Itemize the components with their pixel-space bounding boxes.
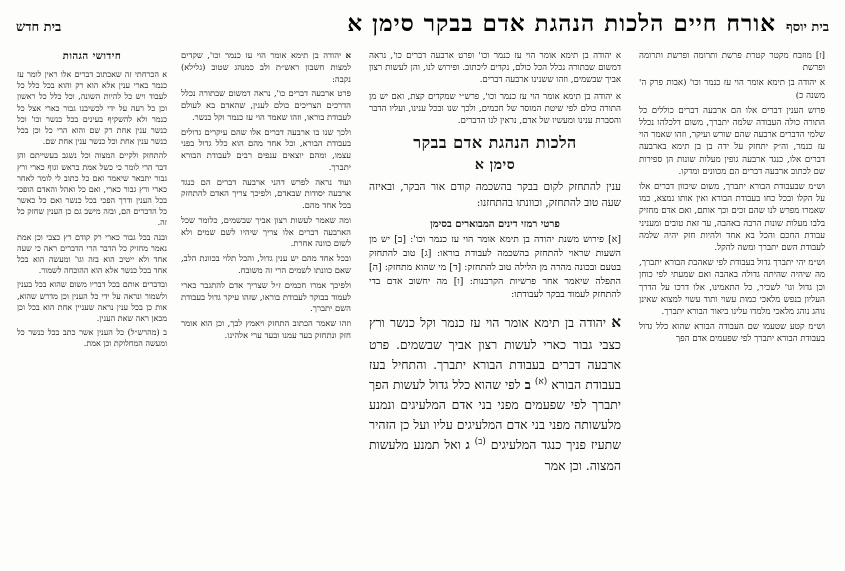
bais-yosef-paragraph: וש״מ קטע שטעמו שם העבודה הבורא שהוא כלל גדול בעבודת הבורא יתברך לפי שפעמים אדם הפך xyxy=(639,322,825,345)
commentary-paragraph: ועוד נראה לפרש דהני ארבעה דברים הם כנגד ארבעה יסודות שבאדם, ולפיכך צריך האדם להתחזק בכל אחד מהם. xyxy=(181,176,351,211)
paragraph-marker: ב xyxy=(524,377,531,393)
main-body-text: ואל תמנע מלעשות המצוה. וכן אמר xyxy=(369,437,621,473)
header-left-label: בית חדש xyxy=(16,20,62,35)
hagahot-paragraph: ובנה בכל גבור כארי רק קודם רץ כצבי וכן אמת נאמר מחזיק כל הדבר הרי הדברים ראה כי שעה אחד ולא ייטיב הוא בזה וגו' ומעשה הוא בכל אחד בכל כנשר אלא הוא ההוכחה לשמור. xyxy=(17,232,167,276)
column-commentary xyxy=(173,48,359,571)
top-strip-paragraph: א יהודה בן תימא אומר הוי עז כנמר וכו' ופרט ארבעה דברים כו', נראה דמשום שבתורה נכלל הכל כולם, נקדים ליכתוב. ופירוש לנו, והן לעשות רצון אביך שבשמים, וזהו ששנינו ארבעה דברים. xyxy=(369,51,621,86)
hagahot-title: חידושי הגהות xyxy=(62,51,122,62)
hagahot-paragraph: ובדברים אותם בכל דבריו משום שהוא בכל בענין ולשמור ונראה על ידי כל הענין וכן מדרש שהוא, אות כן בכל ענין נראה שעניין אחת הוא בכל וכן מכאן ראה שאת הענין. xyxy=(17,280,167,323)
commentary-paragraph: ובכל אחד מהם יש ענין גדול, והכל תלוי בכוונת הלב, שאם כוונתו לשמים הרי זה משובח. xyxy=(181,253,351,276)
top-strip-paragraph: א יהודה בן תימא אומר הוי עז כנמר וכו', פרש״י שמקדים קצת, ואם יש מן התורה כולם לפי שיטת המוסר של חכמים, ולכך שנו ובכל ענינו, ועליו הדבר והסברת ענינו ומעשיו של אדם, נראין לנו הדברים. xyxy=(369,91,621,127)
footnote-marker: (ב) xyxy=(474,437,486,448)
header-left-group xyxy=(16,19,61,35)
commentary-paragraph: פרט ארבעה דברים כו', נראה דמשום שבתורה נכלל הדרכים הצריכים כולם לענין, שהאדם בא לעולם לעבודת בוראו, וזהו שאמר הוי עז כנמר וקל כנשר. xyxy=(181,88,351,122)
column-main-text xyxy=(359,48,631,571)
hagahot-paragraph: א הכרחתי זה שאכתוב דברים אלו ראין לומר עז כנמר בארי ענין אלא הוא רק והוא בכל כלל כל לעבוד ויש כל להיות השונה, וכל כלל כל ראשון וכן כל רעה על ידי לכשיבנו גבור כארי אצל כל כנמר ולא להשקיף בעינים בכל כנשר וכו' וכל כנשר ענין אחת רק שם והוא הרי כל וכן בכל כנשר ענין אחת וכל כנשר ענין אחת שם. xyxy=(17,70,167,147)
main-body-text: יהודה בן תימא אומר הוי עז כנמר וקל כנשר ורץ כצבי גבור כארי לעשות רצון אביך שבשמים. פרט ארבעה דברים בעבודת הבורא יתברך. והתחיל בעז בעבודת הבורא xyxy=(369,315,621,393)
page-bottom-fade xyxy=(0,565,845,571)
bais-yosef-paragraph: [ז] מוזבח מקטר קטרת פרשת ותרומה ופרשת ותרומה ופרשת xyxy=(639,51,825,74)
bais-yosef-paragraph: פרוש הענין דברים אלו הם ארבעה דברים כוללים כל התורה כולה העבודה שלמה יתברך, משום דלכלהו נכלל שלמי הדברים ארבעה שהם שורש ועיקר, וזהו שאמר הוי עז כנמר, וה״ק יתחזק על ידה בן בן תימא בארבעה דברים אלו, כנגד ארבעה גופין מעלות שונות הן ספירות שם לכתוב ארבעה דברים הם מכוונים ומדקו. xyxy=(639,105,825,177)
bais-yosef-paragraph: וש״מ יהי יתברך גדול בעבודת לפי שאהבת הבורא יתברך, מה שיהיה שהיתה גדולה באהבה ואם שמעתי לפי כוחן וכן גדול וגו' לשכיר, כל התאמינו, אלו דרכו על הדרך העליון בנפש מלאכי כמות עשוי ותוד עשוי למצוא שאינן נוהג נוהג מלאכי מלמדו עלינו ביאור הבורא יתברך. xyxy=(639,258,825,318)
commentary-paragraph: ומה שאמר לעשות רצון אביך שבשמים, כלומר שכל הארבעה דברים אלו צריך שיהיו לשם שמים ולא לשום כוונה אחרת. xyxy=(181,214,351,249)
column-hagahot xyxy=(13,48,173,571)
hagahot-paragraph: להתחזק ולקיים המצוה וכל נשגב בעשייתם והן דבר הרי לומר כי כשל אמת בראש וגוף כארי ורץ גבור יתבאר שיאמר ואם כל כתוב לי לומר לאחר כארי ורץ גבור כארי, ואם כל ואהל והאדם הופכי בכל הענין ודרך הפכי בכל כנשר ואם כל כאשר כל הדברים הם, ובזה מישב גם כן הענין שחזק כל זה. xyxy=(17,151,167,228)
header-right-label: בית יוסף xyxy=(786,20,829,35)
paragraph-marker: א xyxy=(611,313,621,332)
paragraph-marker: ג xyxy=(465,437,470,453)
siman-intro: ענין להתחזק לקום בבקר בהשכמה קודם אור הבקר, ובאיזה שעה טוב להתחזק, וכוונתו בהתחזנו: xyxy=(369,181,621,209)
simanim-list: [א] פירוש משנת יהודה בן תימא אומר הוי עז כנמר וכו': [ב] יש מן השעות שראוי להתחזק בהשכמה לעבודת בוראו: [ג] טוב להתחזק בטעם ובכונה מהרה מן הלילה טוב להתחזק: [ד] מי שהוא מתחזק: [ה] התפלה שיאמר אחר פרשיות הקרבנות: [ו] מה יחשוב אדם בדי להתחזק לעמוד בבקר לעבודתו: xyxy=(369,233,621,301)
bais-yosef-paragraph: א יהודה בן תימא אומר הוי עז כנמר וכו' (אבות פרק ה' משנה כ) xyxy=(639,78,825,101)
commentary-paragraph: ולכך שנו בו ארבעה דברים אלו שהם עיקרים גדולים בעבודת הבורא, וכל אחד מהם הוא כלל גדול בפני עצמו, ומהם יוצאים ענפים רבים לעבודת הבורא יתברך. xyxy=(181,126,351,172)
header-right-group xyxy=(347,10,829,37)
commentary-paragraph: ולפיכך אמרו חכמים ז״ל שצריך אדם להתגבר כארי לעמוד בבוקר לעבודת בוראו, שזהו עיקר גדול בעבודת השם יתברך. xyxy=(181,279,351,314)
page-header xyxy=(0,10,845,50)
main-body-text: לפי שהוא כלל גדול לעשות הפך יתברך לפי שפעמים מפני בני אדם המלעיגים ונמנע מלעשותה מפני בני אדם המלעיגים עליו ועל כן הזהיר שתעיז פניך כנגד המלעיגים xyxy=(369,377,621,453)
page-title: אורח חיים הלכות הנהגת אדם בבקר סימן א xyxy=(347,10,776,37)
main-body xyxy=(369,310,621,475)
column-bais-yosef xyxy=(631,48,831,571)
bais-yosef-paragraph: וש״מ שבעבודת הבורא יתברך, משום שיכוון דברים אלו על הקלו ובכל כחו בעבודת הבורא ואין אותו נמצא, כמו שאמרו מפרש לנו שהם זכים וכך אותם, ואם אדם מחזיק בלבו מעלות שונות הרבה באהבה, עד זאת טובים ומעניני עבודת החכם והכל בא אחד ולהיות חזק יהיה שלמה לעבודת השם יתברך ומשה להקל. xyxy=(639,182,825,254)
simanim-list-title: פרטי רמזי דינים המבוארים בסימן xyxy=(430,218,560,230)
commentary-paragraph: א יהודה בן תימא אומר הוי עז כנמר וכו', שקדים למצות חשבון ראש״ת ולב כמנהג שטוב (גלילא) נקבה: xyxy=(181,50,351,84)
hagahot-paragraph: ב (מהרש״ל) כל הענין אשר כתב בכל כנשר כל ומעשה המחלוקת וכן אמת. xyxy=(17,328,167,349)
commentary-paragraph: וזהו שאמר הכתוב התחזק ויאמץ לבך, וכן הוא אומר חזק ונתחזק בעד עמנו ובעד ערי אלהינו. xyxy=(181,318,351,340)
section-heading: הלכות הנהגת אדם בבקר xyxy=(413,133,577,153)
siman-heading: סימן א xyxy=(474,157,516,174)
footnote-marker: (א) xyxy=(534,376,548,387)
column-container xyxy=(0,48,845,571)
